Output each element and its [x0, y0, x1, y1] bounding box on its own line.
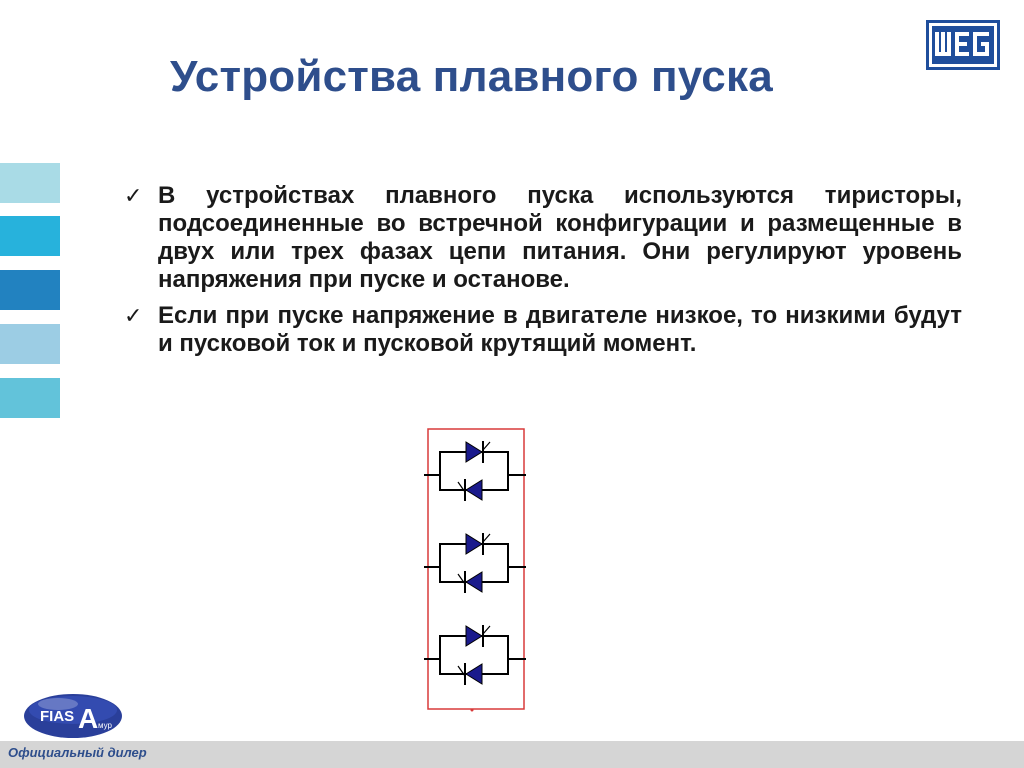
- svg-text:FIAS: FIAS: [40, 708, 75, 725]
- thyristor-diagram: [420, 425, 530, 715]
- thyristor-pair: [424, 533, 526, 593]
- bullet-item: [124, 302, 962, 358]
- svg-text:мур: мур: [98, 721, 112, 730]
- thyristor-pair: [424, 441, 526, 501]
- weg-logo: [926, 20, 1000, 70]
- bullet-text: В устройствах плавного пуска используются тиристоры, подсоединенные во встречной конфигурации и размещенные в двух или трех фазах цепи питания. Они регулируют уровень напряжения при пуске и останове.: [158, 182, 962, 293]
- dealer-label: Официальный дилер: [8, 745, 147, 760]
- sidebar-stripe-3: [0, 270, 60, 310]
- thyristor-pair: [424, 625, 526, 685]
- footer-bar: [0, 741, 1024, 768]
- diagram-frame: [428, 429, 524, 709]
- sidebar-stripe-5: [0, 378, 60, 418]
- sidebar-stripe-1: [0, 163, 60, 203]
- bullet-text: Если при пуске напряжение в двигателе низкое, то низкими будут и пусковой ток и пусковой крутящий момент.: [158, 302, 962, 357]
- svg-text:A: A: [78, 703, 99, 734]
- bullet-item: [124, 182, 962, 294]
- check-icon: ✓: [124, 183, 143, 208]
- bullet-list: [124, 182, 962, 366]
- fias-amur-logo: [22, 690, 124, 742]
- sidebar-stripe-4: [0, 324, 60, 364]
- check-icon: ✓: [124, 303, 143, 328]
- page-title: Устройства плавного пуска: [170, 52, 773, 101]
- sidebar-stripe-2: [0, 216, 60, 256]
